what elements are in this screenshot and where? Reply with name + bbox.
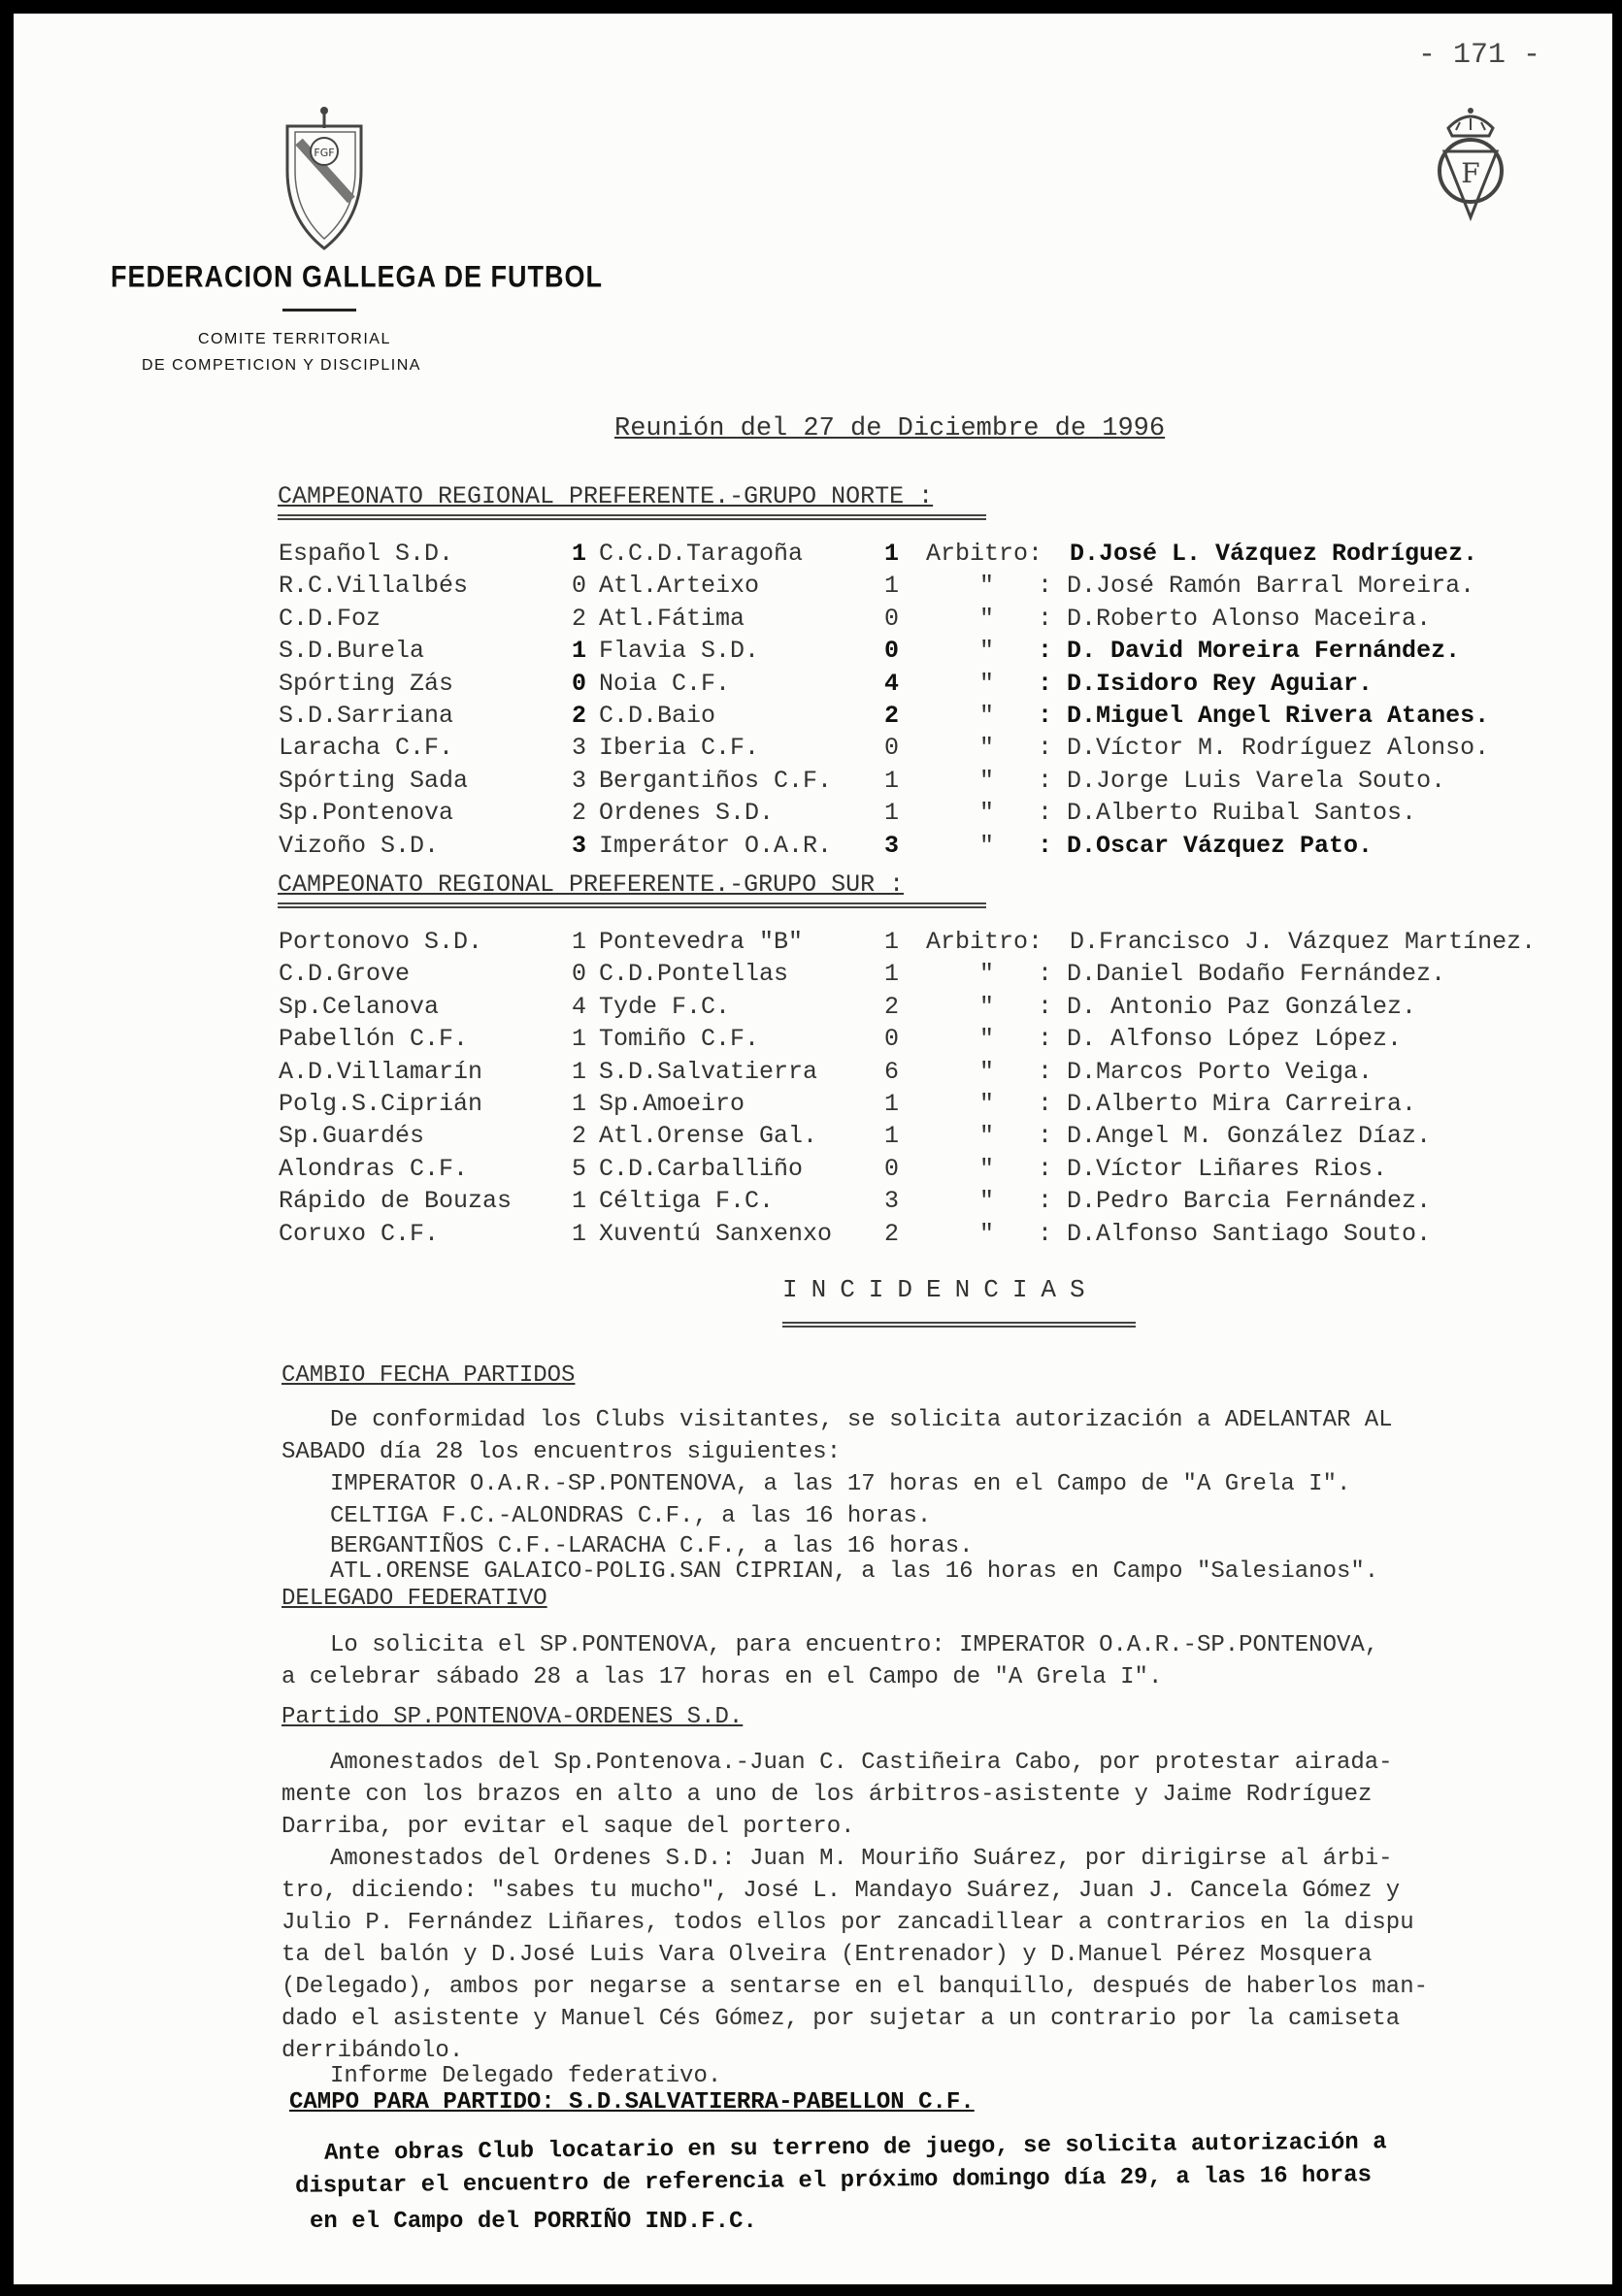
away-team: Ordenes S.D. xyxy=(599,799,775,828)
double-rule xyxy=(278,514,986,520)
svg-text:F: F xyxy=(1461,157,1480,189)
partido-heading: Partido SP.PONTENOVA-ORDENES S.D. xyxy=(281,1704,744,1730)
referee-name: D.Francisco J. Vázquez Martínez. xyxy=(1070,928,1537,956)
referee-name: : D.Angel M. González Díaz. xyxy=(1038,1122,1432,1151)
away-score: 3 xyxy=(884,1187,900,1216)
home-team: Coruxo C.F. xyxy=(279,1219,440,1248)
result-row xyxy=(14,637,1612,669)
text-line: Julio P. Fernández Liñares, todos ellos por zancadillear a contrarios en la dispu xyxy=(281,1910,1414,1936)
arbitro-label: " xyxy=(979,1057,995,1086)
result-row xyxy=(14,572,1612,604)
away-team: Bergantiños C.F. xyxy=(599,766,833,795)
away-score: 1 xyxy=(884,1090,900,1118)
away-team: S.D.Salvatierra xyxy=(599,1057,818,1086)
arbitro-label: " xyxy=(979,831,995,860)
incidencias-title: INCIDENCIAS xyxy=(782,1275,1099,1304)
result-row xyxy=(14,1090,1612,1122)
arbitro-label: Arbitro: xyxy=(926,540,1043,568)
away-score: 3 xyxy=(884,831,900,860)
arbitro-label: " xyxy=(979,992,995,1021)
referee-name: : D.Isidoro Rey Aguiar. xyxy=(1038,669,1374,698)
result-row xyxy=(14,1187,1612,1219)
referee-name: : D.Oscar Vázquez Pato. xyxy=(1038,831,1374,860)
text-line: CELTIGA F.C.-ALONDRAS C.F., a las 16 horas. xyxy=(330,1503,932,1529)
away-score: 2 xyxy=(884,1219,900,1248)
text-line: a celebrar sábado 28 a las 17 horas en el Campo de "A Grela I". xyxy=(281,1664,1163,1690)
home-score: 0 xyxy=(572,960,587,989)
home-team: C.D.Foz xyxy=(279,604,381,633)
divider xyxy=(282,309,356,312)
home-score: 2 xyxy=(572,702,587,730)
away-score: 1 xyxy=(884,540,900,568)
home-score: 2 xyxy=(572,1122,587,1151)
arbitro-label: " xyxy=(979,669,995,698)
double-rule xyxy=(782,1322,1136,1328)
away-score: 1 xyxy=(884,799,900,828)
result-row xyxy=(14,702,1612,734)
away-team: C.D.Baio xyxy=(599,702,716,730)
away-team: Sp.Amoeiro xyxy=(599,1090,745,1118)
referee-name: : D.Pedro Barcia Fernández. xyxy=(1038,1187,1432,1216)
home-team: C.D.Grove xyxy=(279,960,411,989)
home-score: 1 xyxy=(572,1187,587,1216)
text-line: en el Campo del PORRIÑO IND.F.C. xyxy=(310,2209,757,2235)
result-row xyxy=(14,1220,1612,1252)
away-team: Atl.Fátima xyxy=(599,604,745,633)
away-team: Atl.Orense Gal. xyxy=(599,1122,818,1151)
home-score: 2 xyxy=(572,604,587,633)
home-team: Polg.S.Ciprián xyxy=(279,1090,483,1118)
home-score: 3 xyxy=(572,734,587,763)
result-row xyxy=(14,832,1612,864)
away-score: 4 xyxy=(884,669,900,698)
text-line: Darriba, por evitar el saque del portero. xyxy=(281,1814,855,1840)
double-rule xyxy=(278,902,986,908)
referee-name: : D.Jorge Luis Varela Souto. xyxy=(1038,766,1446,795)
text-line: BERGANTIÑOS C.F.-LARACHA C.F., a las 16 horas. xyxy=(330,1533,974,1559)
away-score: 6 xyxy=(884,1057,900,1086)
home-score: 5 xyxy=(572,1154,587,1183)
away-score: 1 xyxy=(884,766,900,795)
result-row xyxy=(14,734,1612,766)
arbitro-label: " xyxy=(979,1122,995,1151)
home-score: 2 xyxy=(572,799,587,828)
referee-name: : D.Daniel Bodaño Fernández. xyxy=(1038,960,1446,989)
campo-heading: CAMPO PARA PARTIDO: S.D.SALVATIERRA-PABELLON C.F. xyxy=(289,2089,975,2116)
result-row xyxy=(14,928,1612,960)
away-team: Tyde F.C. xyxy=(599,992,731,1021)
arbitro-label: " xyxy=(979,799,995,828)
referee-name: : D.Roberto Alonso Maceira. xyxy=(1038,604,1432,633)
home-team: Español S.D. xyxy=(279,540,454,568)
result-row xyxy=(14,993,1612,1025)
arbitro-label: " xyxy=(979,1219,995,1248)
home-score: 1 xyxy=(572,1025,587,1054)
home-score: 1 xyxy=(572,1219,587,1248)
text-line: dado el asistente y Manuel Cés Gómez, por sujetar a un contrario por la camiseta xyxy=(281,2006,1401,2032)
referee-name: : D. Antonio Paz González. xyxy=(1038,992,1417,1021)
home-team: Spórting Zás xyxy=(279,669,454,698)
document-page xyxy=(14,14,1612,2284)
arbitro-label: " xyxy=(979,637,995,666)
away-score: 2 xyxy=(884,702,900,730)
away-team: Céltiga F.C. xyxy=(599,1187,775,1216)
home-team: A.D.Villamarín xyxy=(279,1057,483,1086)
home-team: Vizoño S.D. xyxy=(279,831,440,860)
away-score: 1 xyxy=(884,572,900,601)
delegado-heading: DELEGADO FEDERATIVO xyxy=(281,1586,547,1612)
referee-name: : D.Alberto Ruibal Santos. xyxy=(1038,799,1417,828)
result-row xyxy=(14,799,1612,831)
referee-name: : D. Alfonso López López. xyxy=(1038,1025,1403,1054)
text-line: Informe Delegado federativo. xyxy=(330,2063,722,2089)
text-line: De conformidad los Clubs visitantes, se solicita autorización a ADELANTAR AL xyxy=(330,1407,1393,1433)
referee-name: : D.Alfonso Santiago Souto. xyxy=(1038,1219,1432,1248)
committee-line-2: DE COMPETICION Y DISCIPLINA xyxy=(142,357,421,374)
home-score: 3 xyxy=(572,831,587,860)
home-team: Sp.Guardés xyxy=(279,1122,425,1151)
federation-name: FEDERACION GALLEGA DE FUTBOL xyxy=(111,259,603,294)
text-line: Amonestados del Ordenes S.D.: Juan M. Mouriño Suárez, por dirigirse al árbi- xyxy=(330,1846,1393,1872)
result-row xyxy=(14,1025,1612,1057)
away-team: Noia C.F. xyxy=(599,669,731,698)
home-score: 1 xyxy=(572,1057,587,1086)
away-score: 1 xyxy=(884,928,900,956)
referee-name: : D.Víctor Liñares Rios. xyxy=(1038,1154,1388,1183)
away-score: 0 xyxy=(884,734,900,763)
cambio-heading: CAMBIO FECHA PARTIDOS xyxy=(281,1362,576,1389)
home-team: Portonovo S.D. xyxy=(279,928,483,956)
home-team: Laracha C.F. xyxy=(279,734,454,763)
arbitro-label: " xyxy=(979,1025,995,1054)
away-team: Imperátor O.A.R. xyxy=(599,831,833,860)
result-row xyxy=(14,540,1612,572)
home-score: 1 xyxy=(572,928,587,956)
away-team: C.D.Carballiño xyxy=(599,1154,804,1183)
away-score: 0 xyxy=(884,1025,900,1054)
result-row xyxy=(14,670,1612,702)
text-line: (Delegado), ambos por negarse a sentarse en el banquillo, después de haberlos man- xyxy=(281,1974,1428,2000)
text-line: derribándolo. xyxy=(281,2038,464,2064)
arbitro-label: " xyxy=(979,702,995,730)
away-team: Atl.Arteixo xyxy=(599,572,760,601)
away-score: 0 xyxy=(884,1154,900,1183)
home-score: 1 xyxy=(572,1090,587,1118)
home-team: Alondras C.F. xyxy=(279,1154,469,1183)
text-line: ATL.ORENSE GALAICO-POLIG.SAN CIPRIAN, a las 16 horas en Campo "Salesianos". xyxy=(330,1558,1379,1585)
home-team: R.C.Villalbés xyxy=(279,572,469,601)
home-score: 1 xyxy=(572,637,587,666)
away-team: Flavia S.D. xyxy=(599,637,760,666)
home-score: 0 xyxy=(572,572,587,601)
referee-name: : D. David Moreira Fernández. xyxy=(1038,637,1461,666)
group-sur-title: CAMPEONATO REGIONAL PREFERENTE.-GRUPO SUR : xyxy=(278,870,905,899)
away-team: Iberia C.F. xyxy=(599,734,760,763)
arbitro-label: " xyxy=(979,1154,995,1183)
text-line: SABADO día 28 los encuentros siguientes: xyxy=(281,1439,842,1465)
away-team: Xuventú Sanxenxo xyxy=(599,1219,833,1248)
away-score: 0 xyxy=(884,637,900,666)
home-team: Sp.Pontenova xyxy=(279,799,454,828)
text-line: Ante obras Club locatario en su terreno de juego, se solicita autorización a xyxy=(323,2129,1387,2167)
home-team: Pabellón C.F. xyxy=(279,1025,469,1054)
home-team: S.D.Sarriana xyxy=(279,702,454,730)
result-row xyxy=(14,1122,1612,1154)
away-team: Pontevedra "B" xyxy=(599,928,804,956)
text-line: disputar el encuentro de referencia el próximo domingo día 29, a las 16 horas xyxy=(294,2162,1373,2200)
result-row xyxy=(14,605,1612,637)
shield-emblem-icon xyxy=(283,103,365,254)
away-score: 1 xyxy=(884,1122,900,1151)
away-team: C.D.Pontellas xyxy=(599,960,789,989)
home-score: 1 xyxy=(572,540,587,568)
group-norte-title: CAMPEONATO REGIONAL PREFERENTE.-GRUPO NORTE : xyxy=(278,482,934,510)
meeting-title: Reunión del 27 de Diciembre de 1996 xyxy=(614,414,1166,443)
arbitro-label: " xyxy=(979,1187,995,1216)
arbitro-label: Arbitro: xyxy=(926,928,1043,956)
away-score: 0 xyxy=(884,604,900,633)
referee-name: : D.Víctor M. Rodríguez Alonso. xyxy=(1038,734,1490,763)
committee-line-1: COMITE TERRITORIAL xyxy=(198,331,391,347)
home-score: 3 xyxy=(572,766,587,795)
result-row xyxy=(14,960,1612,992)
home-team: Rápido de Bouzas xyxy=(279,1187,513,1216)
home-team: Sp.Celanova xyxy=(279,992,440,1021)
arbitro-label: " xyxy=(979,1090,995,1118)
text-line: mente con los brazos en alto a uno de los árbitros-asistente y Jaime Rodríguez xyxy=(281,1782,1373,1808)
arbitro-label: " xyxy=(979,734,995,763)
home-score: 0 xyxy=(572,669,587,698)
page-number: - 171 - xyxy=(1418,39,1541,72)
result-row xyxy=(14,767,1612,799)
referee-name: : D.José Ramón Barral Moreira. xyxy=(1038,572,1475,601)
away-team: Tomiño C.F. xyxy=(599,1025,760,1054)
arbitro-label: " xyxy=(979,766,995,795)
svg-text:FGF: FGF xyxy=(314,147,335,159)
away-score: 2 xyxy=(884,992,900,1021)
arbitro-label: " xyxy=(979,572,995,601)
away-team: C.C.D.Taragoña xyxy=(599,540,804,568)
result-row xyxy=(14,1155,1612,1187)
referee-name: : D.Miguel Angel Rivera Atanes. xyxy=(1038,702,1490,730)
home-team: Spórting Sada xyxy=(279,766,469,795)
text-line: Lo solicita el SP.PONTENOVA, para encuentro: IMPERATOR O.A.R.-SP.PONTENOVA, xyxy=(330,1632,1379,1658)
arbitro-label: " xyxy=(979,960,995,989)
home-team: S.D.Burela xyxy=(279,637,425,666)
arbitro-label: " xyxy=(979,604,995,633)
text-line: ta del balón y D.José Luis Vara Olveira (Entrenador) y D.Manuel Pérez Mosquera xyxy=(281,1942,1373,1968)
text-line: tro, diciendo: "sabes tu mucho", José L. Mandayo Suárez, Juan J. Cancela Gómez y xyxy=(281,1878,1401,1904)
crowned-emblem-icon xyxy=(1431,101,1510,233)
referee-name: : D.Alberto Mira Carreira. xyxy=(1038,1090,1417,1118)
referee-name: : D.Marcos Porto Veiga. xyxy=(1038,1057,1374,1086)
away-score: 1 xyxy=(884,960,900,989)
result-row xyxy=(14,1058,1612,1090)
text-line: IMPERATOR O.A.R.-SP.PONTENOVA, a las 17 horas en el Campo de "A Grela I". xyxy=(330,1471,1351,1497)
home-score: 4 xyxy=(572,992,587,1021)
referee-name: D.José L. Vázquez Rodríguez. xyxy=(1070,540,1478,568)
text-line: Amonestados del Sp.Pontenova.-Juan C. Castiñeira Cabo, por protestar airada- xyxy=(330,1750,1393,1776)
